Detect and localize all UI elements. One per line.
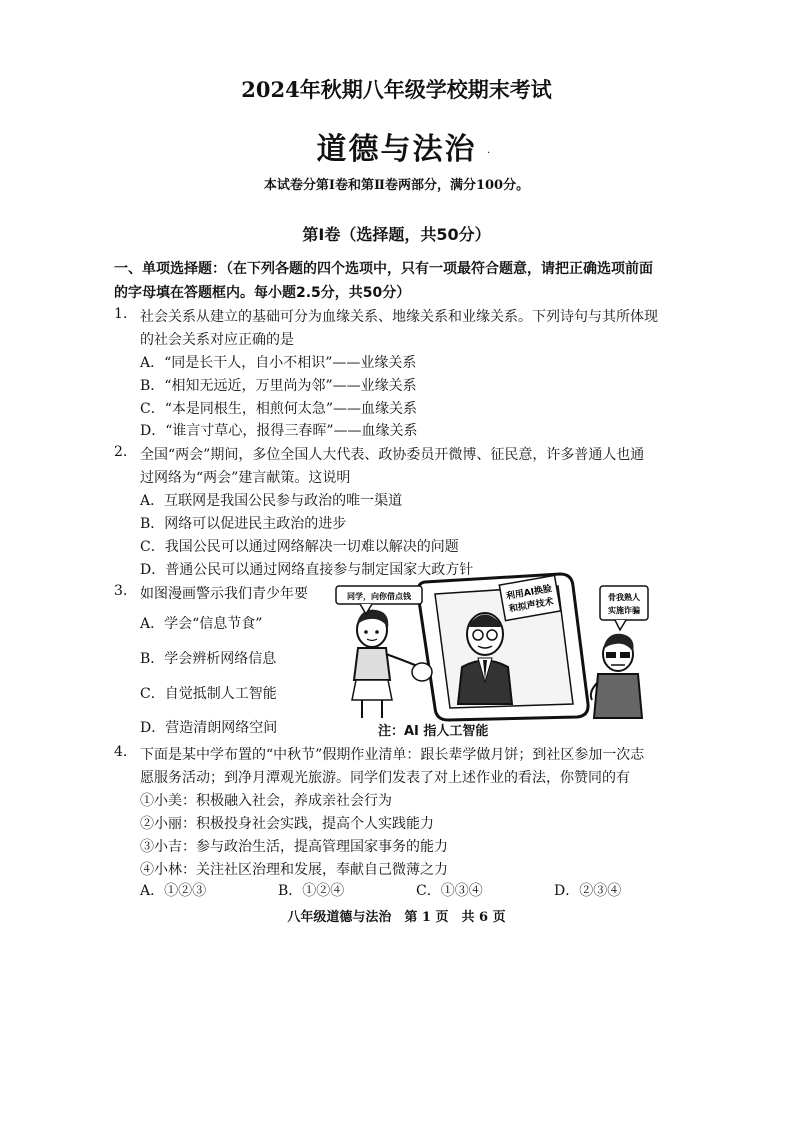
- left-speech-bubble: [336, 586, 422, 614]
- question-3-text-line-1: 如图漫画警示我们青少年要: [140, 586, 308, 602]
- question-3-number: 3.: [114, 583, 128, 599]
- comic-caption: 注：AI 指人工智能: [378, 724, 489, 739]
- question-4-text-line-2: 愿服务活动；到净月潭观光旅游。同学们发表了对上述作业的看法，你赞同的有: [140, 770, 630, 786]
- question-2-option-c: C．我国公民可以通过网络解决一切难以解决的问题: [140, 539, 459, 555]
- right-bubble-text-line-2: 实施诈骗: [608, 606, 640, 615]
- question-4-statement-2: ②小丽：积极投身社会实践，提高个人实践能力: [140, 816, 434, 832]
- right-bubble-text-line-1: 骨我熟人: [608, 593, 640, 602]
- question-2-number: 2.: [114, 444, 128, 460]
- question-2-text-line-2: 过网络为“两会”建言献策。这说明: [140, 470, 351, 486]
- question-1-option-d: D．“谁言寸草心，报得三春晖”——血缘关系: [140, 423, 418, 439]
- question-4-statement-1: ①小美：积极融入社会，养成亲社会行为: [140, 793, 392, 809]
- exam-note: 本试卷分第Ⅰ卷和第Ⅱ卷两部分，满分100分。: [263, 178, 530, 193]
- question-1-text-line-2: 的社会关系对应正确的是: [140, 332, 294, 348]
- question-2-option-a: A．互联网是我国公民参与政治的唯一渠道: [140, 493, 403, 509]
- question-4-option-b: B．①②④: [278, 883, 345, 899]
- woman-figure: [352, 610, 432, 718]
- left-bubble-text: 同学，向你借点钱: [347, 592, 411, 601]
- page-footer: 八年级道德与法治 第 1 页 共 6 页: [287, 910, 506, 925]
- question-4-number: 4.: [114, 744, 128, 760]
- question-4-statement-3: ③小吉：参与政治生活，提高管理国家事务的能力: [140, 839, 448, 855]
- question-1-option-b: B．“相知无远近，万里尚为邻”——业缘关系: [140, 378, 417, 394]
- speck-mark: ·: [487, 148, 491, 159]
- question-4-text-line-1: 下面是某中学布置的“中秋节”假期作业清单：跟长辈学做月饼；到社区参加一次志: [140, 747, 645, 763]
- instruction-line-2: 的字母填在答题框内。每小题2.5分，共50分）: [114, 285, 411, 301]
- question-1-text-line-1: 社会关系从建立的基础可分为血缘关系、地缘关系和业缘关系。下列诗句与其所体现: [140, 309, 658, 325]
- question-2-text-line-1: 全国“两会”期间，多位全国人大代表、政协委员开微博、征民意，许多普通人也通: [140, 447, 645, 463]
- question-4-option-d: D．②③④: [554, 883, 622, 899]
- question-4-statement-4: ④小林：关注社区治理和发展，奉献自己微薄之力: [140, 862, 448, 878]
- phone-text-line-1: 利用AI换脸: [505, 584, 553, 603]
- subject-title: 道德与法治: [316, 132, 477, 167]
- instruction-line-1: 一、单项选择题：（在下列各题的四个选项中，只有一项最符合题意，请把正确选项前面: [114, 261, 653, 277]
- question-2-option-d: D．普通公民可以通过网络直接参与制定国家大政方针: [140, 562, 474, 578]
- question-2-option-b: B．网络可以促进民主政治的进步: [140, 516, 347, 532]
- comic-illustration: [330, 572, 655, 722]
- question-3-option-b: B．学会辨析网络信息: [140, 651, 277, 667]
- question-1-option-a: A．“同是长干人，自小不相识”——业缘关系: [140, 355, 417, 371]
- exam-title: 2024年秋期八年级学校期末考试: [241, 77, 552, 102]
- phone-text-line-2: 和拟声技术: [508, 597, 555, 615]
- question-3-option-d: D．营造清朗网络空间: [140, 720, 278, 736]
- right-speech-bubble: [600, 586, 648, 630]
- question-1-option-c: C．“本是同根生，相煎何太急”——血缘关系: [140, 401, 418, 417]
- section-title: 第Ⅰ卷（选择题，共50分）: [302, 225, 491, 244]
- question-4-option-a: A．①②③: [140, 883, 207, 899]
- thief-figure: [591, 634, 642, 718]
- question-1-number: 1.: [114, 306, 128, 322]
- question-4-option-c: C．①③④: [416, 883, 483, 899]
- question-3-option-c: C．自觉抵制人工智能: [140, 686, 277, 702]
- question-3-option-a: A．学会“信息节食”: [140, 616, 263, 632]
